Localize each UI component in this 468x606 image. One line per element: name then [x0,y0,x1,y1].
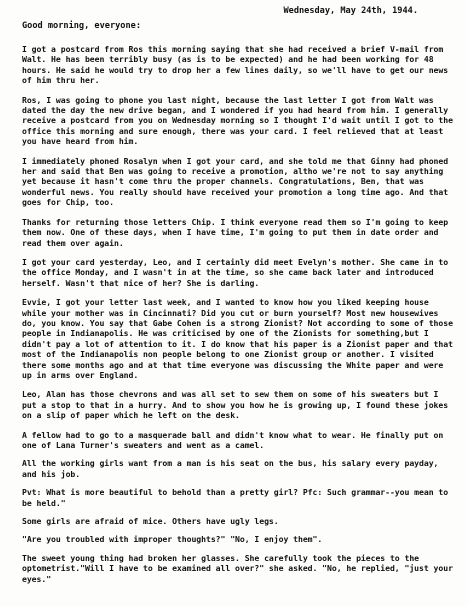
paragraph: The sweet young thing had broken her glasses. She carefully took the pieces to the optometrist."Will I have to be examined all over?" she asked. "No, he replied, "just your eyes." [22,552,453,584]
paragraph: A fellow had to go to a masquerade ball and didn't know what to wear. He finally put on one of Lana Turner's sweaters and went as a camel. [22,429,444,450]
paragraph: "Are you troubled with improper thoughts?" "No, I enjoy them". [22,534,323,545]
paragraph: I got a postcard from Ros this morning saying that she had received a brief V-mail from Walt. He has been terribly busy (as is to be expected) and he had been working for 48 hours. He said he would try to drop her a few lines daily, so we'll have to get our news of him thru her. [22,44,449,86]
letter-date: Wednesday, May 24th, 1944. [283,6,418,16]
paragraph: I immediately phoned Rosalyn when I got your card, and she told me that Ginny had phoned her and said that Ben was going to receive a promotion, altho we're not to say anything yet because it hasn't come thru the proper channels. Congratulations, Ben, that was wonderful news. You really should have received your promotion a long time ago. And that goes for Chip, too. [22,155,449,208]
paragraph: I got your card yesterday, Leo, and I certainly did meet Evelyn's mother. She came in to the office Monday, and I wasn't in at the time, so she came back later and introduced herself. Wasn't that nice of her? She is darling. [22,256,449,288]
paragraph: Pvt: What is more beautiful to behold than a pretty girl? Pfc: Such grammar--you mean to be held." [22,487,449,508]
paragraph: Evvie, I got your letter last week, and I wanted to know how you liked keeping house while your mother was in Cincinnati? Did you cut or burn yourself? Most new housewives do, you know. You say that Gabe Cohen is a strong Zionist? Not according to some of those people in Indianapolis. He was criticised by one of the Zionists for something,but I didn't pay a lot of attention to it. I do know that his paper is a Zionist paper and that most of the Indianapolis non people belong to one Zionist group or another. I visited there some months ago and at that time everyone was discussing the White paper and were up in arms over England. [22,297,453,380]
letter-salutation: Good morning, everyone: [22,21,141,31]
paragraph: Thanks for returning those letters Chip. I think everyone read them so I'm going to keep them now. One of these days, when I have time, I'm going to put them in date order and read them over again. [22,216,449,248]
paragraph: Ros, I was going to phone you last night, because the last letter I got from Walt was dated the day the new drive began, and I wondered if you had heard from him. I generally receive a postcard from you on Wednesday morning so I thought I'd wait until I got to the office this morning and sure enough, there was your card. I feel relieved that at least you have heard from him. [22,94,453,147]
paragraph: Leo, Alan has those chevrons and was all set to sew them on some of his sweaters but I put a stop to that in a hurry. And to show you how he is growing up, I found these jokes on a slip of paper which he left on the desk. [22,389,449,421]
paragraph: All the working girls want from a man is his seat on the bus, his salary every payday, and his job. [22,458,439,479]
paragraph: Some girls are afraid of mice. Others have ugly legs. [22,516,279,527]
